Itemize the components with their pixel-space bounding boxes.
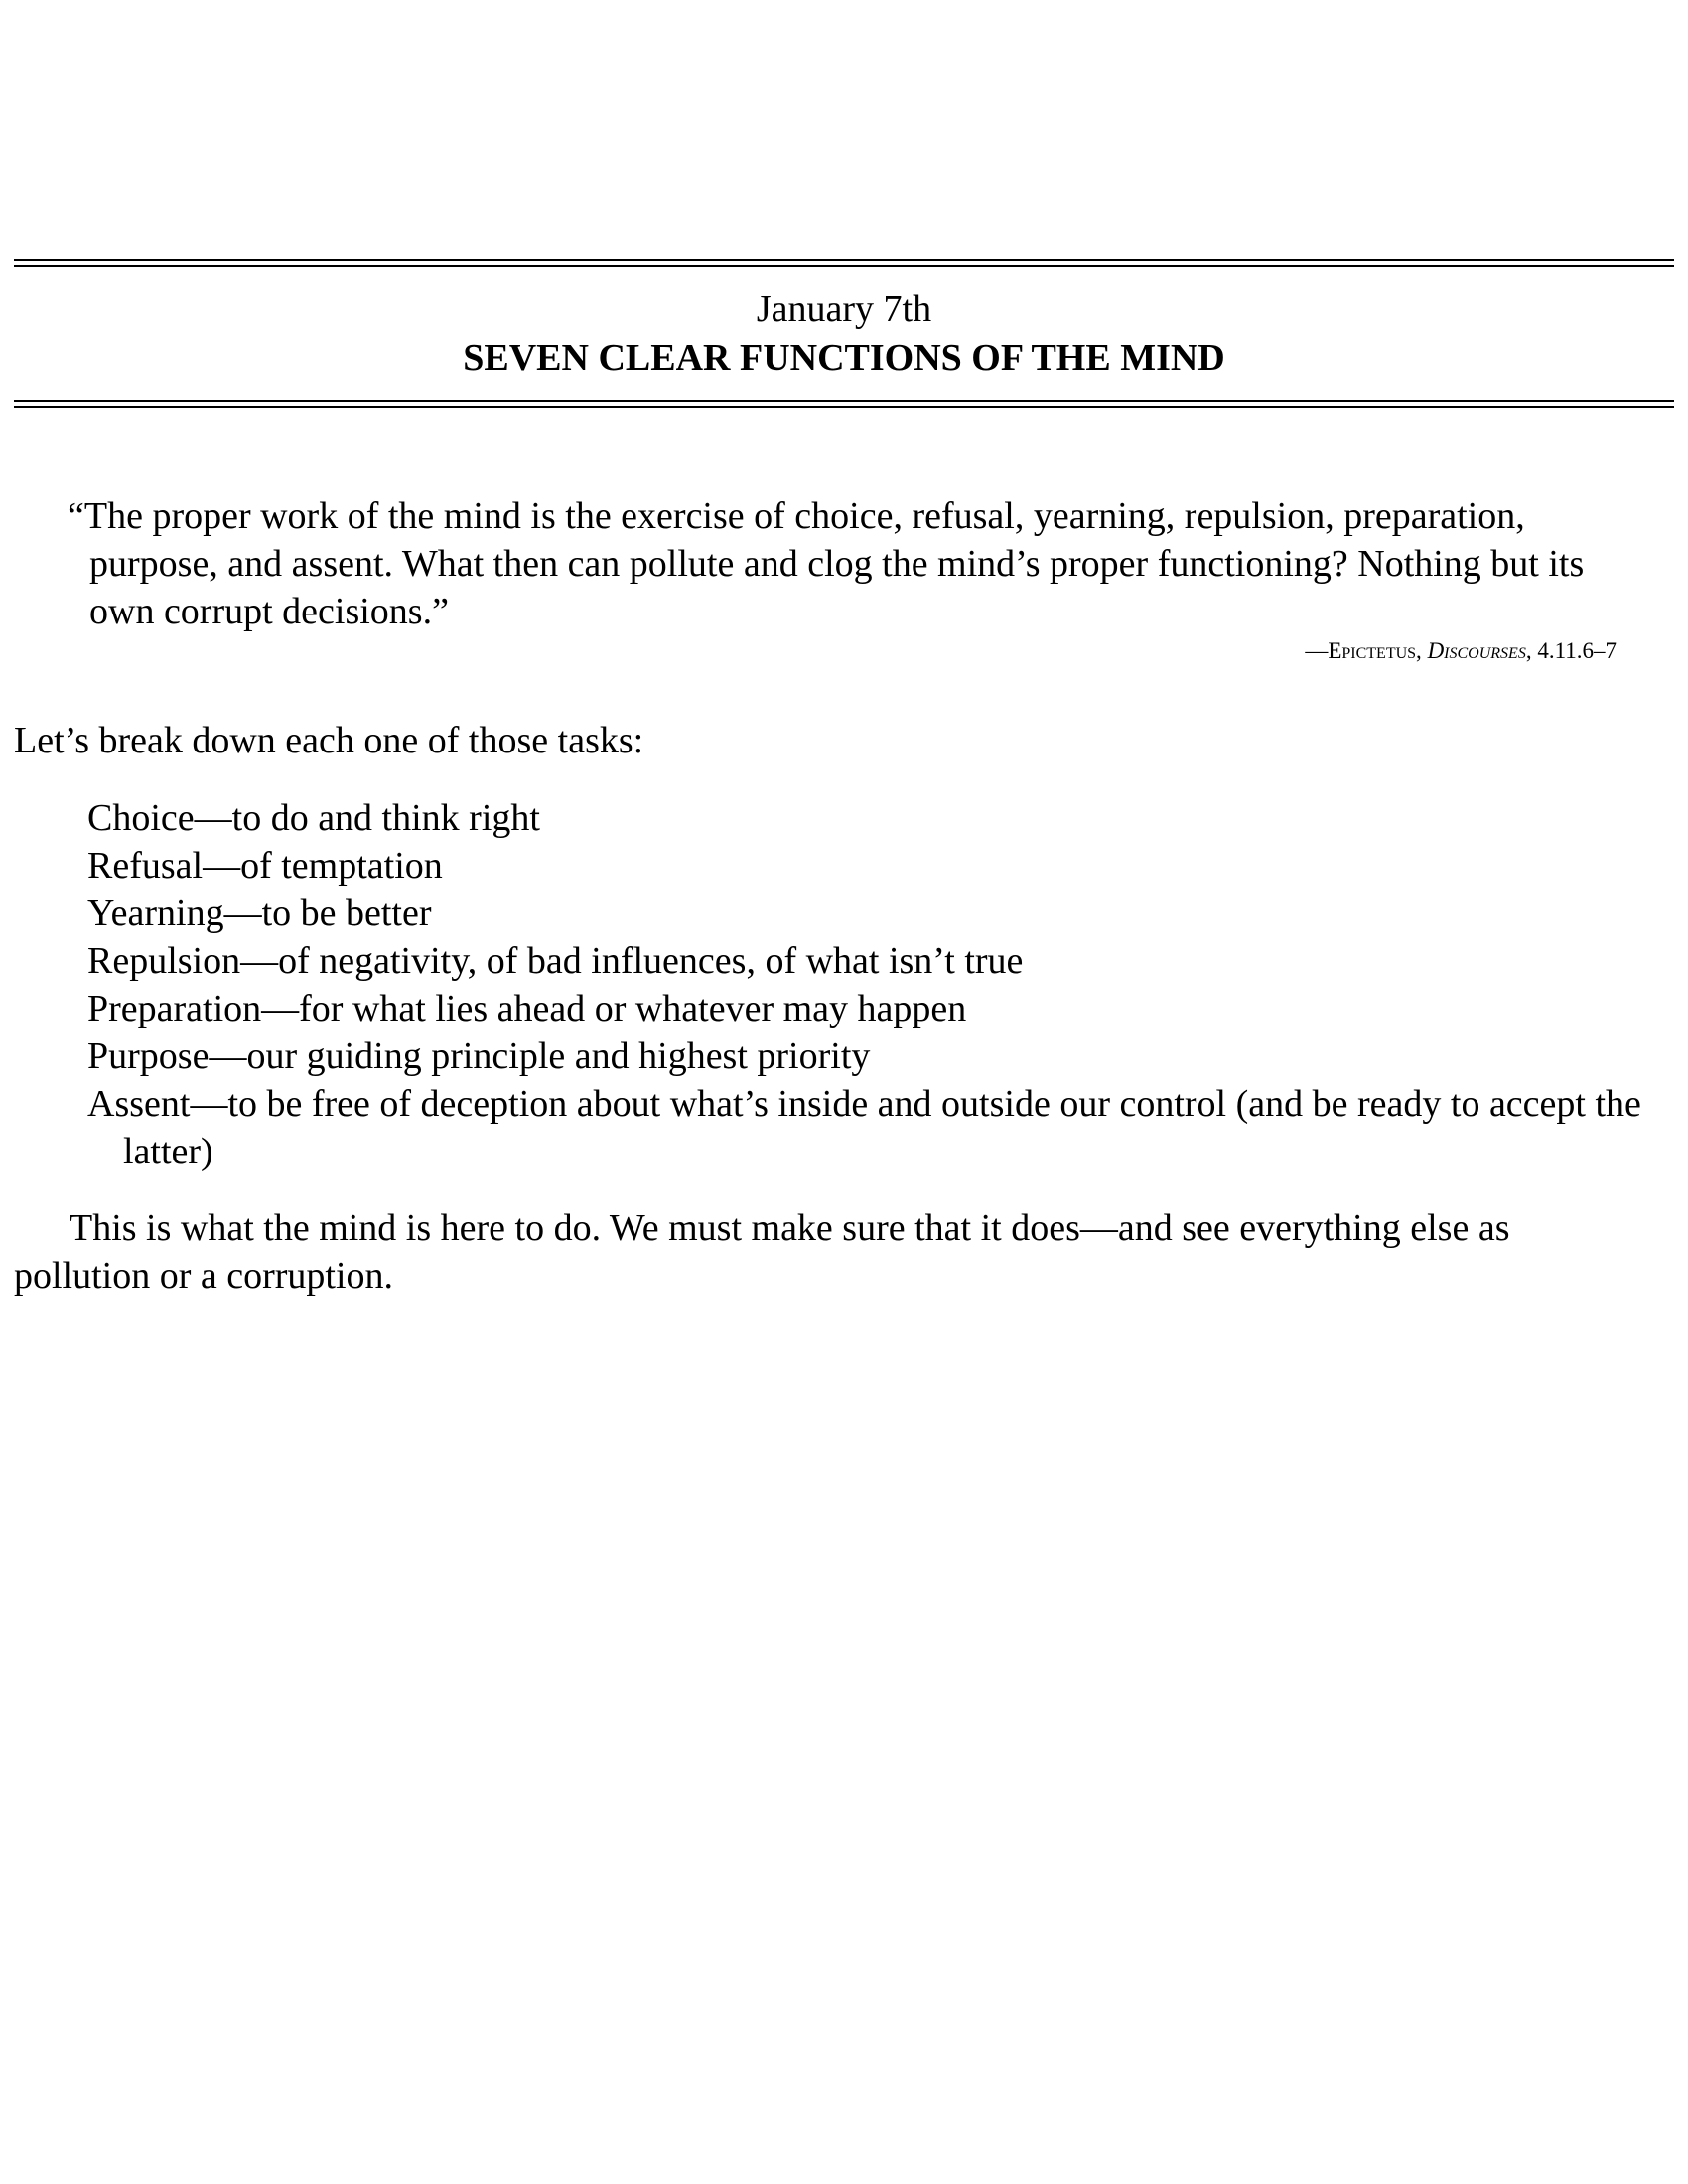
quote-attribution xyxy=(1305,636,1617,666)
epigraph-quote: “The proper work of the mind is the exercise of choice, refusal, yearning, repulsion, preparation, purpose, and assent. What then can pollute and clog the mind’s proper functioning? Nothing but its own corrupt decisions.” xyxy=(68,495,1585,632)
list-item: Refusal—of temptation xyxy=(87,845,443,887)
top-double-rule xyxy=(14,259,1674,267)
closing-paragraph: This is what the mind is here to do. We must make sure that it does—and see everything else as pollution or a corruption. xyxy=(14,1207,1510,1297)
list-item: Repulsion—of negativity, of bad influences, of what isn’t true xyxy=(87,940,1024,982)
list-item: Preparation—for what lies ahead or whatever may happen xyxy=(87,988,967,1029)
list-item: Purpose—our guiding principle and highest priority xyxy=(87,1035,871,1077)
entry-date: January 7th xyxy=(756,288,932,330)
attribution-book: Discourses xyxy=(1427,638,1526,663)
task-list xyxy=(87,794,1676,1175)
bottom-double-rule xyxy=(14,400,1674,408)
attribution-reference: , 4.11.6–7 xyxy=(1525,638,1617,663)
attribution-author: —Epictetus, xyxy=(1305,638,1428,663)
entry-heading xyxy=(14,284,1674,383)
entry-title: SEVEN CLEAR FUNCTIONS OF THE MIND xyxy=(463,338,1225,379)
list-item: Choice—to do and think right xyxy=(87,797,540,839)
list-item: Assent—to be free of deception about what’s inside and outside our control (and be ready to accept the latter) xyxy=(87,1083,1641,1172)
list-item: Yearning—to be better xyxy=(87,892,432,934)
intro-paragraph: Let’s break down each one of those tasks: xyxy=(14,720,644,761)
